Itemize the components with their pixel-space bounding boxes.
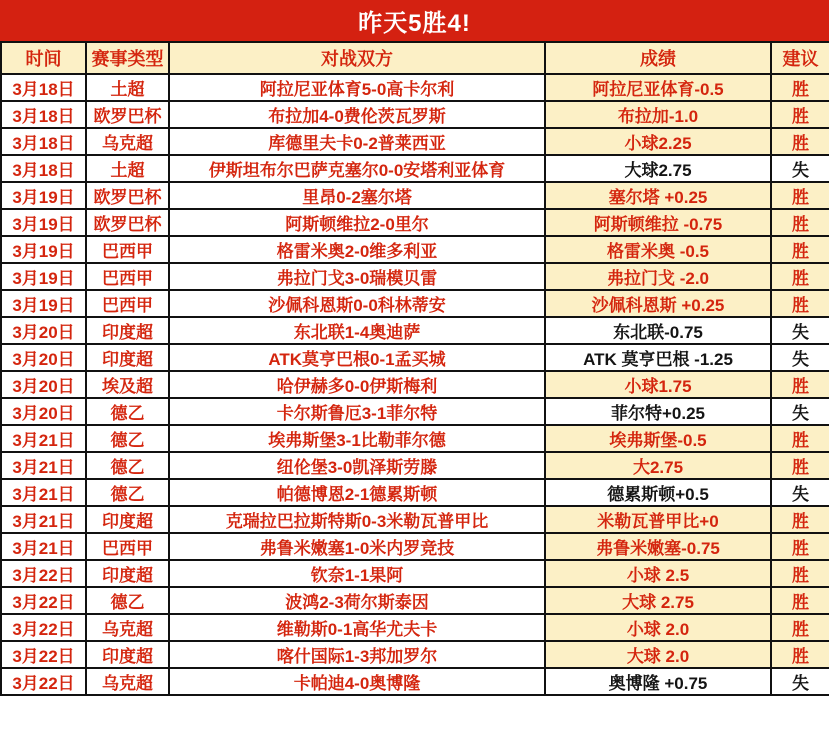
league-cell: 乌克超 (86, 614, 169, 641)
league-cell: 德乙 (86, 425, 169, 452)
verdict-cell: 失 (771, 398, 829, 425)
match-cell: 沙佩科恩斯0-0科林蒂安 (169, 290, 545, 317)
match-cell: 帕德博恩2-1德累斯顿 (169, 479, 545, 506)
league-cell: 土超 (86, 74, 169, 101)
col-header-match: 对战双方 (169, 42, 545, 74)
match-cell: 里昂0-2塞尔塔 (169, 182, 545, 209)
league-cell: 欧罗巴杯 (86, 209, 169, 236)
result-cell: 德累斯顿+0.5 (545, 479, 771, 506)
date-cell: 3月18日 (1, 101, 86, 128)
verdict-cell: 胜 (771, 290, 829, 317)
table-row (1, 398, 829, 425)
table-row (1, 209, 829, 236)
date-cell: 3月22日 (1, 587, 86, 614)
verdict-cell: 失 (771, 317, 829, 344)
date-cell: 3月19日 (1, 290, 86, 317)
result-cell: 弗拉门戈 -2.0 (545, 263, 771, 290)
result-cell: 沙佩科恩斯 +0.25 (545, 290, 771, 317)
table-row (1, 425, 829, 452)
league-cell: 印度超 (86, 641, 169, 668)
league-cell: 巴西甲 (86, 290, 169, 317)
date-cell: 3月19日 (1, 182, 86, 209)
verdict-cell: 失 (771, 479, 829, 506)
table-body (1, 74, 829, 695)
verdict-cell: 胜 (771, 101, 829, 128)
league-cell: 巴西甲 (86, 236, 169, 263)
table-row (1, 263, 829, 290)
table-row (1, 668, 829, 695)
result-cell: 小球 2.0 (545, 614, 771, 641)
match-cell: 东北联1-4奥迪萨 (169, 317, 545, 344)
table-row (1, 236, 829, 263)
date-cell: 3月22日 (1, 560, 86, 587)
league-cell: 印度超 (86, 344, 169, 371)
result-cell: 格雷米奥 -0.5 (545, 236, 771, 263)
table-row (1, 155, 829, 182)
table-row (1, 344, 829, 371)
table-row (1, 182, 829, 209)
result-cell: 大2.75 (545, 452, 771, 479)
verdict-cell: 胜 (771, 641, 829, 668)
date-cell: 3月18日 (1, 74, 86, 101)
match-cell: 喀什国际1-3邦加罗尔 (169, 641, 545, 668)
league-cell: 土超 (86, 155, 169, 182)
verdict-cell: 胜 (771, 452, 829, 479)
league-cell: 德乙 (86, 398, 169, 425)
verdict-cell: 失 (771, 155, 829, 182)
result-cell: 阿斯顿维拉 -0.75 (545, 209, 771, 236)
date-cell: 3月19日 (1, 263, 86, 290)
league-cell: 印度超 (86, 317, 169, 344)
table-row (1, 371, 829, 398)
verdict-cell: 胜 (771, 128, 829, 155)
match-cell: 埃弗斯堡3-1比勒菲尔德 (169, 425, 545, 452)
date-cell: 3月20日 (1, 317, 86, 344)
table-row (1, 290, 829, 317)
match-cell: 布拉加4-0费伦茨瓦罗斯 (169, 101, 545, 128)
date-cell: 3月21日 (1, 452, 86, 479)
date-cell: 3月22日 (1, 668, 86, 695)
result-cell: 米勒瓦普甲比+0 (545, 506, 771, 533)
result-cell: 小球1.75 (545, 371, 771, 398)
verdict-cell: 胜 (771, 587, 829, 614)
col-header-league: 赛事类型 (86, 42, 169, 74)
verdict-cell: 胜 (771, 560, 829, 587)
verdict-cell: 胜 (771, 425, 829, 452)
result-cell: 菲尔特+0.25 (545, 398, 771, 425)
date-cell: 3月18日 (1, 128, 86, 155)
table-row (1, 614, 829, 641)
table-row (1, 452, 829, 479)
date-cell: 3月21日 (1, 425, 86, 452)
match-cell: ATK莫亨巴根0-1孟买城 (169, 344, 545, 371)
league-cell: 埃及超 (86, 371, 169, 398)
table-row (1, 641, 829, 668)
result-cell: 塞尔塔 +0.25 (545, 182, 771, 209)
match-cell: 哈伊赫多0-0伊斯梅利 (169, 371, 545, 398)
match-cell: 克瑞拉巴拉斯特斯0-3米勒瓦普甲比 (169, 506, 545, 533)
date-cell: 3月22日 (1, 614, 86, 641)
league-cell: 德乙 (86, 587, 169, 614)
match-cell: 弗鲁米嫩塞1-0米内罗竞技 (169, 533, 545, 560)
verdict-cell: 胜 (771, 74, 829, 101)
result-cell: 小球2.25 (545, 128, 771, 155)
date-cell: 3月18日 (1, 155, 86, 182)
date-cell: 3月20日 (1, 344, 86, 371)
result-cell: 弗鲁米嫩塞-0.75 (545, 533, 771, 560)
verdict-cell: 胜 (771, 263, 829, 290)
match-cell: 阿拉尼亚体育5-0高卡尔利 (169, 74, 545, 101)
verdict-cell: 胜 (771, 614, 829, 641)
date-cell: 3月21日 (1, 479, 86, 506)
result-cell: ATK 莫亨巴根 -1.25 (545, 344, 771, 371)
date-cell: 3月19日 (1, 209, 86, 236)
match-cell: 库德里夫卡0-2普莱西亚 (169, 128, 545, 155)
result-cell: 东北联-0.75 (545, 317, 771, 344)
league-cell: 乌克超 (86, 128, 169, 155)
verdict-cell: 失 (771, 668, 829, 695)
results-table (0, 41, 829, 696)
match-cell: 伊斯坦布尔巴萨克塞尔0-0安塔利亚体育 (169, 155, 545, 182)
result-cell: 埃弗斯堡-0.5 (545, 425, 771, 452)
col-header-verdict: 建议 (771, 42, 829, 74)
league-cell: 德乙 (86, 452, 169, 479)
match-cell: 纽伦堡3-0凯泽斯劳滕 (169, 452, 545, 479)
result-cell: 奥博隆 +0.75 (545, 668, 771, 695)
result-cell: 大球 2.75 (545, 587, 771, 614)
table-row (1, 74, 829, 101)
title-banner (0, 0, 829, 41)
table-row (1, 533, 829, 560)
date-cell: 3月22日 (1, 641, 86, 668)
verdict-cell: 胜 (771, 371, 829, 398)
league-cell: 乌克超 (86, 668, 169, 695)
verdict-cell: 胜 (771, 209, 829, 236)
verdict-cell: 胜 (771, 533, 829, 560)
result-cell: 大球 2.0 (545, 641, 771, 668)
table-row (1, 587, 829, 614)
match-cell: 卡尔斯鲁厄3-1菲尔特 (169, 398, 545, 425)
match-cell: 卡帕迪4-0奥博隆 (169, 668, 545, 695)
table-row (1, 479, 829, 506)
header-row (1, 42, 829, 74)
result-cell: 布拉加-1.0 (545, 101, 771, 128)
verdict-cell: 胜 (771, 236, 829, 263)
result-cell: 大球2.75 (545, 155, 771, 182)
col-header-result: 成绩 (545, 42, 771, 74)
league-cell: 印度超 (86, 506, 169, 533)
league-cell: 印度超 (86, 560, 169, 587)
date-cell: 3月21日 (1, 506, 86, 533)
result-cell: 阿拉尼亚体育-0.5 (545, 74, 771, 101)
result-cell: 小球 2.5 (545, 560, 771, 587)
table-row (1, 128, 829, 155)
league-cell: 德乙 (86, 479, 169, 506)
verdict-cell: 失 (771, 344, 829, 371)
date-cell: 3月20日 (1, 371, 86, 398)
table-row (1, 317, 829, 344)
date-cell: 3月21日 (1, 533, 86, 560)
table-row (1, 560, 829, 587)
verdict-cell: 胜 (771, 182, 829, 209)
verdict-cell: 胜 (771, 506, 829, 533)
league-cell: 巴西甲 (86, 263, 169, 290)
date-cell: 3月19日 (1, 236, 86, 263)
league-cell: 巴西甲 (86, 533, 169, 560)
match-cell: 波鸿2-3荷尔斯泰因 (169, 587, 545, 614)
page-title: 昨天5胜4! (358, 10, 471, 37)
match-cell: 弗拉门戈3-0瑞模贝雷 (169, 263, 545, 290)
table-row (1, 101, 829, 128)
col-header-time: 时间 (1, 42, 86, 74)
match-cell: 阿斯顿维拉2-0里尔 (169, 209, 545, 236)
league-cell: 欧罗巴杯 (86, 101, 169, 128)
date-cell: 3月20日 (1, 398, 86, 425)
match-cell: 维勒斯0-1高华尤夫卡 (169, 614, 545, 641)
match-cell: 钦奈1-1果阿 (169, 560, 545, 587)
table-row (1, 506, 829, 533)
league-cell: 欧罗巴杯 (86, 182, 169, 209)
match-cell: 格雷米奥2-0维多利亚 (169, 236, 545, 263)
